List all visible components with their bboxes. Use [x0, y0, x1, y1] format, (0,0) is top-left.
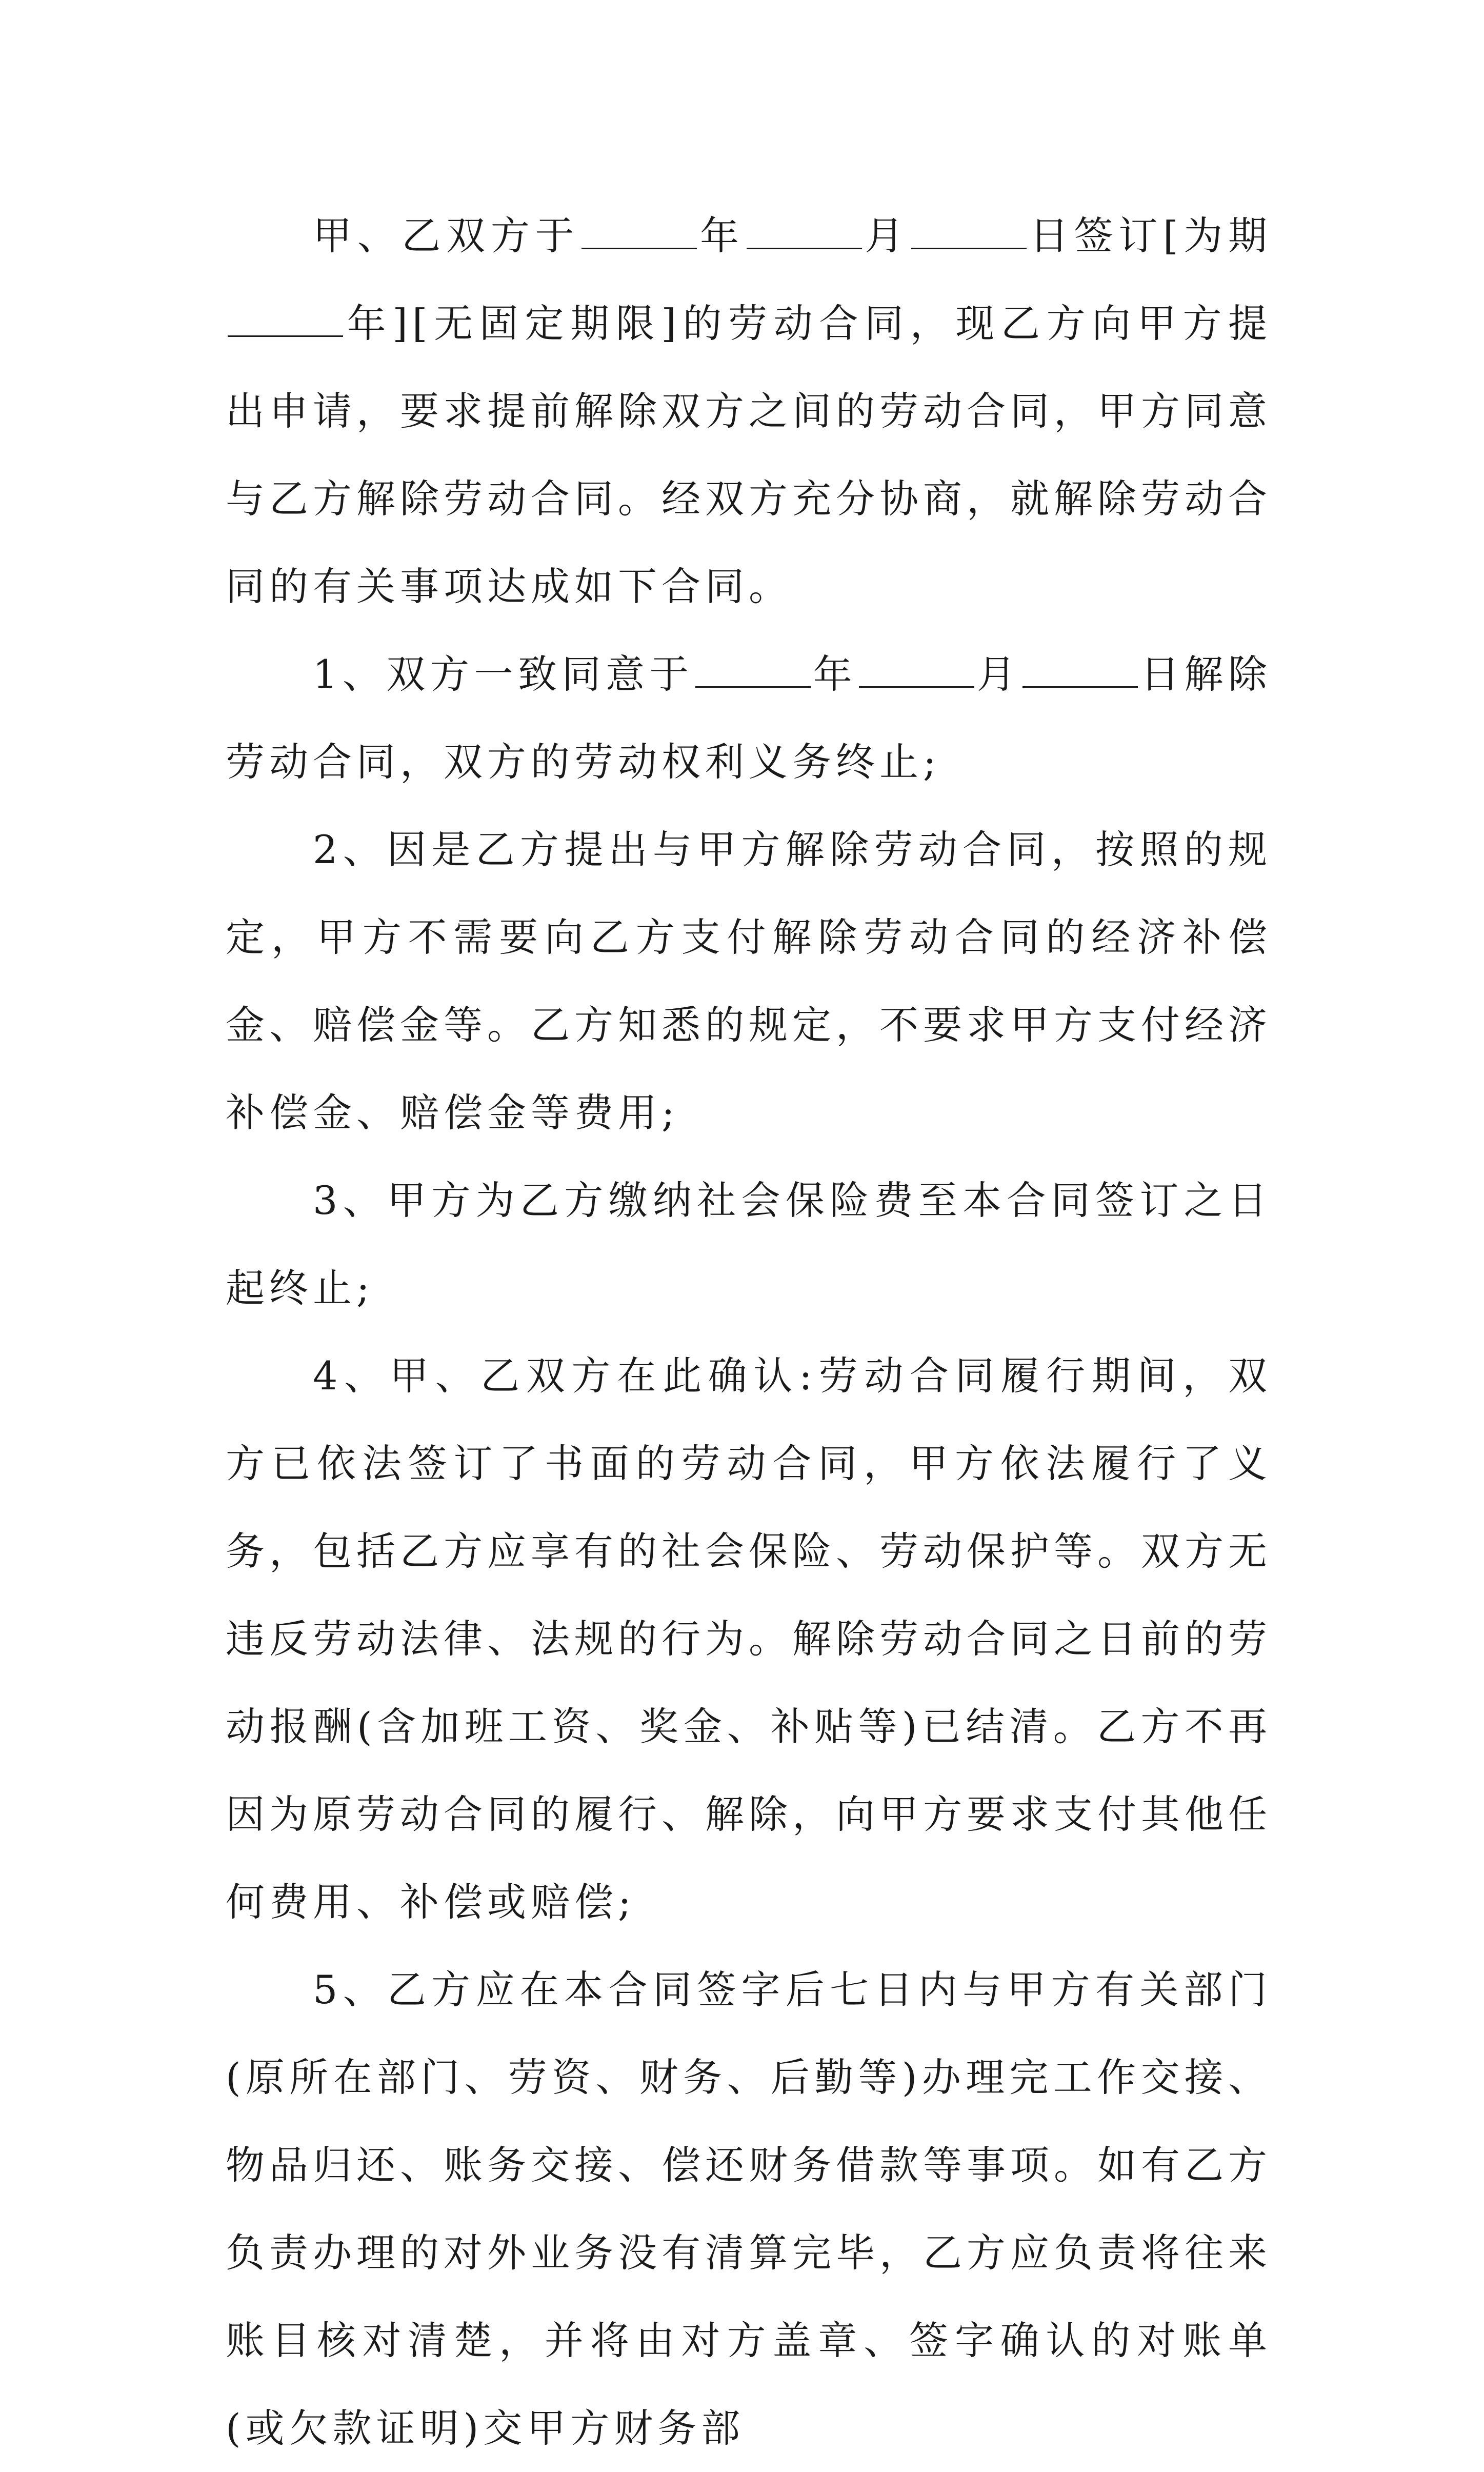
paragraph-text: 日解除劳动合同，双方的劳动权利义务终止;	[226, 651, 1272, 785]
paragraph	[226, 806, 1272, 1157]
fill-in-blank	[911, 213, 1027, 249]
document-body	[226, 192, 1272, 2472]
fill-in-blank	[1022, 651, 1138, 688]
paragraph-text: 3、甲方为乙方缴纳社会保险费至本合同签订之日起终止;	[226, 1178, 1272, 1311]
paragraph	[226, 1157, 1272, 1332]
paragraph-text: 月	[864, 213, 910, 258]
paragraph-text: 1、双方一致同意于	[313, 651, 694, 697]
paragraph-text: 5、乙方应在本合同签字后七日内与甲方有关部门(原所在部门、劳资、财务、后勤等)办理完工作交接、物品归还、账务交接、偿还财务借款等事项。如有乙方负责办理的对外业务没有清算完毕，乙方应负责将往来账目核对清楚，并将由对方盖章、签字确认的对账单(或欠款证明)交甲方财务部	[226, 1967, 1272, 2451]
fill-in-blank	[747, 213, 862, 249]
fill-in-blank	[581, 213, 697, 249]
paragraph-text: 甲、乙双方于	[313, 213, 580, 258]
paragraph	[226, 1946, 1272, 2472]
paragraph-text: 年	[699, 213, 745, 258]
paragraph	[226, 1332, 1272, 1946]
paragraph	[226, 630, 1272, 806]
paragraph-text: 2、因是乙方提出与甲方解除劳动合同，按照的规定，甲方不需要向乙方支付解除劳动合同的经济补偿金、赔偿金等。乙方知悉的规定，不要求甲方支付经济补偿金、赔偿金等费用;	[226, 827, 1272, 1135]
paragraph-text: 4、甲、乙双方在此确认:劳动合同履行期间，双方已依法签订了书面的劳动合同，甲方依法履行了义务，包括乙方应享有的社会保险、劳动保护等。双方无违反劳动法律、法规的行为。解除劳动合同之日前的劳动报酬(含加班工资、奖金、补贴等)已结清。乙方不再因为原劳动合同的履行、解除，向甲方要求支付其他任何费用、补偿或赔偿;	[226, 1353, 1272, 1925]
paragraph-text: 月	[976, 651, 1021, 697]
paragraph	[226, 192, 1272, 630]
paragraph-text: 年][无固定期限]的劳动合同，现乙方向甲方提出申请，要求提前解除双方之间的劳动合同，甲方同意与乙方解除劳动合同。经双方充分协商，就解除劳动合同的有关事项达成如下合同。	[226, 301, 1272, 609]
fill-in-blank	[695, 651, 811, 688]
fill-in-blank	[859, 651, 974, 688]
fill-in-blank	[228, 301, 343, 337]
paragraph-text: 年	[813, 651, 857, 697]
paragraph-text: 日签订[为期	[1029, 213, 1272, 258]
